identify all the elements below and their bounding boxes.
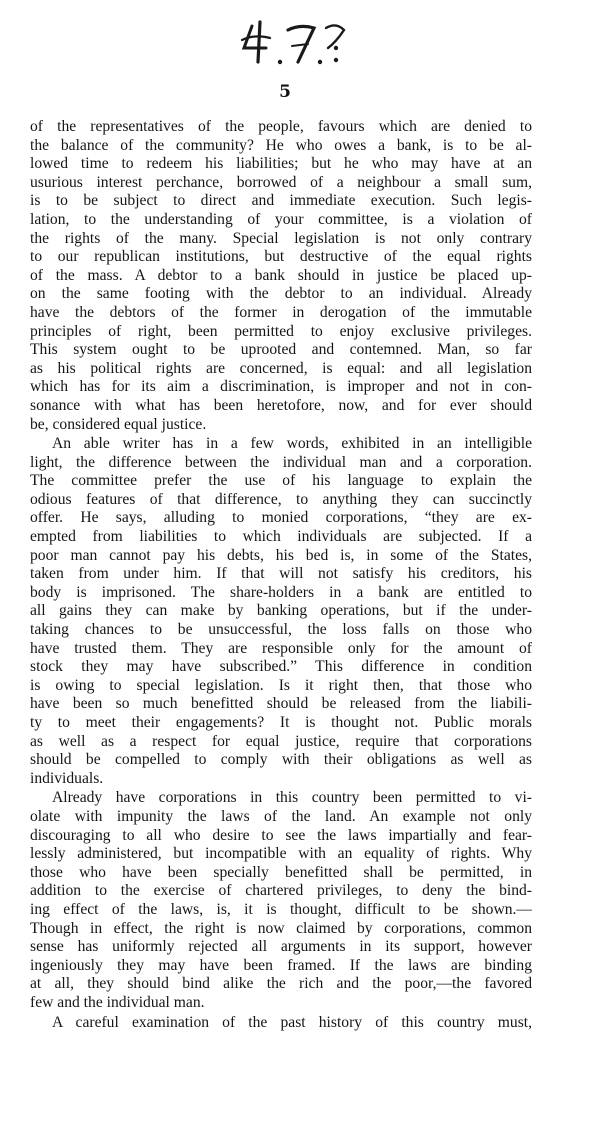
text-line: be, considered equal justice. bbox=[30, 415, 207, 433]
text-line: lation, to the understanding of your committee, is a violation of bbox=[30, 210, 532, 228]
text-line: light, the difference between the individual man and a corporation. bbox=[30, 453, 532, 471]
text-line: olate with impunity the laws of the land. An example not only bbox=[30, 807, 532, 825]
text-line: as his political rights are concerned, is equal: and all legislation bbox=[30, 359, 532, 377]
text-line: at all, they should bind alike the rich and the poor,—the favored bbox=[30, 975, 532, 993]
body-text bbox=[30, 118, 532, 1032]
text-line: odious features of that difference, to anything they can succinctly bbox=[30, 490, 532, 508]
text-line: empted from liabilities to which individuals are subjected. If a bbox=[30, 528, 532, 546]
text-line: addition to the exercise of chartered privileges, to deny the bind- bbox=[30, 882, 532, 900]
text-line: ing effect of the laws, is, it is thought, difficult to be shown.— bbox=[30, 900, 532, 918]
text-line: to our republican institutions, but destructive of the equal rights bbox=[30, 248, 532, 266]
text-line: lessly administered, but incompatible with an equality of rights. Why bbox=[30, 845, 532, 863]
text-line: ingeniously they may have been framed. If the laws are binding bbox=[30, 956, 532, 974]
paragraph-first-line: An able writer has in a few words, exhibited in an intelligible bbox=[52, 435, 532, 453]
paragraph-first-line: A careful examination of the past history of this country must, bbox=[52, 1013, 532, 1031]
text-line: of the representatives of the people, favours which are denied to bbox=[30, 118, 532, 135]
text-line: is to be subject to direct and immediate execution. Such legis- bbox=[30, 192, 532, 210]
text-line: the balance of the community? He who owes a bank, is to be al- bbox=[30, 136, 532, 154]
text-line: should be compelled to comply with their obligations as well as bbox=[30, 751, 532, 769]
text-line: This system ought to be uprooted and contemned. Man, so far bbox=[30, 341, 532, 359]
text-line: sense has uniformly rejected all arguments in its support, however bbox=[30, 938, 532, 956]
text-line: is owing to special legislation. Is it right then, that those who bbox=[30, 676, 532, 694]
text-line: discouraging to all who desire to see the laws impartially and fear- bbox=[30, 826, 532, 844]
text-line: offer. He says, alluding to monied corporations, “they are ex- bbox=[30, 509, 532, 527]
paragraph-first-line: Already have corporations in this country been permitted to vi- bbox=[52, 789, 532, 807]
text-line: stock they may have subscribed.” This difference in condition bbox=[30, 658, 532, 676]
text-line: as well as a respect for equal justice, require that corporations bbox=[30, 732, 532, 750]
page-number: 5 bbox=[279, 82, 291, 102]
text-line: poor man cannot pay his debts, his bed is, in some of the States, bbox=[30, 546, 532, 564]
text-line: have trusted them. They are responsible only for the amount of bbox=[30, 639, 532, 657]
text-line: sonance with what has been heretofore, now, and for ever should bbox=[30, 396, 532, 414]
text-line: have been so much benefitted should be released from the liabili- bbox=[30, 695, 532, 713]
text-line: principles of right, been permitted to enjoy exclusive privileges. bbox=[30, 322, 532, 340]
text-line: lowed time to redeem his liabilities; but he who may have at an bbox=[30, 155, 532, 173]
text-line: taking chances to be unsuccessful, the loss falls on those who bbox=[30, 621, 532, 639]
text-line: all gains they can make by banking operations, but if the under- bbox=[30, 602, 532, 620]
text-line: the rights of the many. Special legislation is not only contrary bbox=[30, 229, 532, 247]
text-line: have the debtors of the former in derogation of the immutable bbox=[30, 303, 532, 321]
text-line: body is imprisoned. The share-holders in a bank are entitled to bbox=[30, 583, 532, 601]
text-line: Though in effect, the right is now claimed by corporations, common bbox=[30, 919, 532, 937]
text-line: usurious interest perchance, borrowed of a neighbour a small sum, bbox=[30, 173, 532, 191]
text-line: ty to meet their engagements? It is thought not. Public morals bbox=[30, 714, 532, 731]
text-line: of the mass. A debtor to a bank should in justice be placed up- bbox=[30, 266, 532, 284]
text-line: individuals. bbox=[30, 769, 104, 787]
text-line: few and the individual man. bbox=[30, 993, 205, 1011]
text-line: which has for its aim a discrimination, is improper and not in con- bbox=[30, 378, 532, 396]
handwritten-folio-mark bbox=[240, 18, 360, 68]
text-line: The committee prefer the use of his language to explain the bbox=[30, 472, 532, 490]
text-line: those who have been specially benefitted shall be permitted, in bbox=[30, 863, 532, 881]
text-line: on the same footing with the debtor to an individual. Already bbox=[30, 285, 532, 303]
text-line: taken from under him. If that will not satisfy his creditors, his bbox=[30, 565, 532, 583]
